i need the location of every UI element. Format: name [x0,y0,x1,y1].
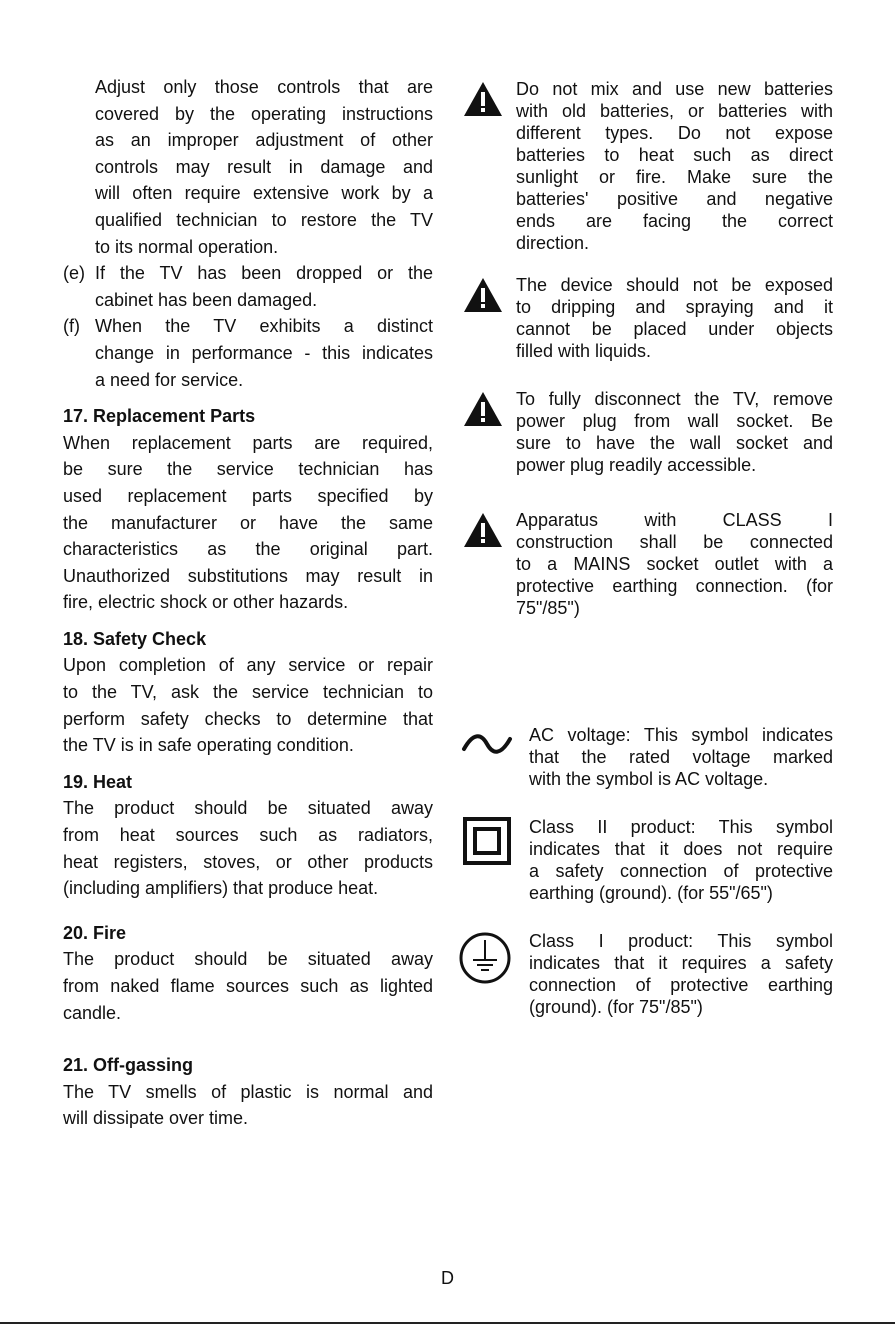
warning-class-i [463,509,833,619]
class-i-earth-icon [459,930,515,986]
text-line: protective earthing connection. (for [516,576,833,596]
text-line: cannot be placed under objects [516,319,833,339]
text-line: with the symbol is AC voltage. [529,769,769,789]
text-line: (ground). (for 75"/85") [529,997,703,1017]
section-heading: 19. Heat [63,771,133,792]
intro-paragraph [63,74,433,260]
text-line: fire, electric shock or other hazards. [63,592,349,613]
text-line: will dissipate over time. [63,1108,249,1129]
text-line: The device should not be exposed [516,275,833,295]
text-line: construction shall be connected [516,532,833,552]
text-line: power plug from wall socket. Be [516,411,833,431]
text-line: be sure the service technician has [63,459,433,480]
text-line: When the TV exhibits a distinct [95,316,433,337]
warning-dripping [463,274,833,362]
text-line: If the TV has been dropped or the [95,263,433,284]
text-line: to its normal operation. [95,236,279,257]
text-line: change in performance - this indicates [95,342,433,363]
text-line: as an improper adjustment of other [95,130,433,151]
text-line: earthing (ground). (for 55"/65") [529,883,773,903]
text-line: Apparatus with CLASS I [516,510,833,530]
symbol-ac-voltage [459,724,833,790]
text-line: controls may result in damage and [95,156,433,177]
text-line: batteries' positive and negative [516,189,833,209]
text-line: direction. [516,233,590,253]
class-ii-icon [459,816,515,872]
text-line: Adjust only those controls that are [95,77,433,97]
list-marker: (e) [63,263,85,284]
text-line: batteries to heat such as direct [516,145,833,165]
text-line: sure to have the wall socket and [516,433,833,453]
text-line: a safety connection of protective [529,861,833,881]
ac-voltage-icon [459,724,515,780]
text-line: When replacement parts are required, [63,432,433,453]
text-line: used replacement parts specified by [63,485,433,506]
text-line: will often require extensive work by a [95,183,433,204]
text-line: sunlight or fire. Make sure the [516,167,833,187]
warning-triangle-icon [463,512,503,548]
text-line: to a MAINS socket outlet with a [516,554,833,574]
warning-triangle-icon [463,391,503,427]
text-line: a need for service. [95,369,244,390]
text-line: Upon completion of any service or repair [63,655,433,676]
list-item-e [63,260,433,313]
list-marker: (f) [63,316,80,337]
warning-triangle-icon [463,277,503,313]
text-line: connection of protective earthing [529,975,833,995]
text-line: Do not mix and use new batteries [516,79,833,99]
section-replacement-parts [63,403,433,616]
text-line: covered by the operating instructions [95,103,433,124]
warning-disconnect [463,388,833,476]
text-line: from heat sources such as radiators, [63,825,433,846]
text-line: filled with liquids. [516,341,652,361]
text-line: 75"/85") [516,598,580,618]
text-line: AC voltage: This symbol indicates [529,725,833,745]
text-line: qualified technician to restore the TV [95,209,433,230]
page-number: D [441,1268,454,1288]
section-heading: 18. Safety Check [63,628,207,649]
text-line: perform safety checks to determine that [63,708,433,729]
text-line: candle. [63,1002,122,1023]
text-line: Class II product: This symbol [529,817,833,837]
text-line: the TV is in safe operating condition. [63,735,354,756]
section-heading: 21. Off-gassing [63,1055,194,1076]
text-line: the manufacturer or have the same [63,512,433,533]
text-line: to dripping and spraying and it [516,297,833,317]
section-safety-check [63,626,433,759]
section-fire [63,920,433,1026]
text-line: indicates that it requires a safety [529,953,833,973]
warning-triangle-icon [463,81,503,117]
section-heading: 20. Fire [63,922,127,943]
text-line: to the TV, ask the service technician to [63,682,433,703]
symbol-class-ii [459,816,833,904]
left-column [63,74,433,1132]
text-line: that the rated voltage marked [529,747,833,767]
text-line: The product should be situated away [63,949,433,970]
text-line: ends are facing the correct [516,211,833,231]
text-line: Class I product: This symbol [529,931,833,951]
text-line: The TV smells of plastic is normal and [63,1081,433,1102]
text-line: characteristics as the original part. [63,539,433,560]
text-line: The product should be situated away [63,798,433,819]
text-line: heat registers, stoves, or other products [63,851,433,872]
text-line: cabinet has been damaged. [95,289,318,310]
symbol-class-i [459,930,833,1018]
text-line: different types. Do not expose [516,123,833,143]
list-item-f [63,313,433,393]
section-off-gassing [63,1052,433,1132]
text-line: Unauthorized substitutions may result in [63,565,433,586]
warning-batteries [463,78,833,254]
section-heading: 17. Replacement Parts [63,406,256,427]
text-line: power plug readily accessible. [516,455,757,475]
text-line: (including amplifiers) that produce heat. [63,878,379,899]
section-heat [63,769,433,902]
text-line: indicates that it does not require [529,839,833,859]
text-line: with old batteries, or batteries with [516,101,833,121]
text-line: To fully disconnect the TV, remove [516,389,833,409]
text-line: from naked flame sources such as lighted [63,976,433,996]
